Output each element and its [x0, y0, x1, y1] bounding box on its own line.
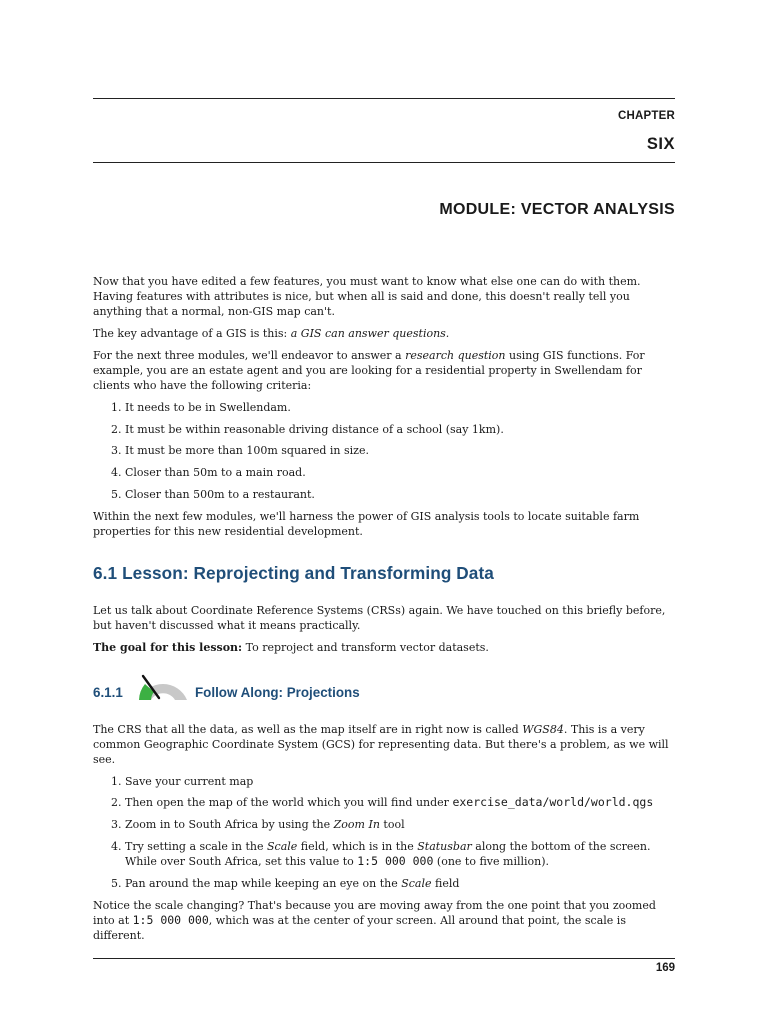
subsection-paragraph-2: Notice the scale changing? That's because you are moving away from the one point that you zoomed into at 1:5 000 000, which was at the center of your screen. All around that point, the scale is different.: [93, 898, 656, 942]
chapter-number: SIX: [646, 135, 675, 153]
subsection-heading: [93, 672, 675, 706]
intro-paragraph-3: For the next three modules, we'll endeavor to answer a research question using GIS functions. For example, you are an estate agent and you are looking for a residential property in Swellendam for clients who have the following criteria:: [93, 349, 645, 392]
subsection-paragraph-1: The CRS that all the data, as well as the map itself are in right now is called WGS84. This is a very common Geographic Coordinate System (GCS) for representing data. But there's a problem, as we will see.: [93, 722, 669, 766]
list-item: 4. Closer than 50m to a main road.: [125, 465, 675, 480]
list-item: 5. Closer than 500m to a restaurant.: [125, 487, 675, 502]
intro-paragraph-1: Now that you have edited a few features, you must want to know what else one can do with them. Having features with attributes is nice, but when all is said and done, this doesn't really tell you anything that a normal, non-GIS map can't.: [93, 275, 641, 318]
lesson-paragraph-1: Let us talk about Coordinate Reference Systems (CRSs) again. We have touched on this briefly before, but haven't discussed what it means practically.: [93, 603, 666, 632]
chapter-rule: [93, 162, 675, 163]
difficulty-gauge-icon: [135, 668, 191, 707]
footer-rule: [93, 958, 675, 959]
criteria-list: [93, 400, 675, 502]
top-rule: [93, 98, 675, 99]
chapter-label: CHAPTER: [618, 110, 675, 122]
list-item: 3. It must be more than 100m squared in size.: [125, 443, 675, 458]
list-item: 4. Try setting a scale in the Scale field, which is in the Statusbar along the bottom of the screen. While over South Africa, set this value to 1:5 000 000 (one to five million).: [125, 839, 675, 869]
list-item: 2. Then open the map of the world which you will find under exercise_data/world/world.qgs: [125, 795, 675, 810]
subsection-number: 6.1.1: [93, 684, 123, 700]
subsection-title: Follow Along: Projections: [195, 684, 360, 700]
page-number: 169: [655, 962, 675, 974]
list-item: 1. It needs to be in Swellendam.: [125, 400, 675, 415]
intro-paragraph-4: Within the next few modules, we'll harness the power of GIS analysis tools to locate suitable farm properties for this new residential development.: [93, 509, 640, 538]
list-item: 2. It must be within reasonable driving distance of a school (say 1km).: [125, 422, 675, 437]
list-item: 5. Pan around the map while keeping an eye on the Scale field: [125, 876, 675, 891]
intro-paragraph-2: The key advantage of a GIS is this: a GIS can answer questions.: [93, 327, 450, 340]
lesson-goal: The goal for this lesson: To reproject and transform vector datasets.: [93, 640, 489, 654]
lesson-heading: 6.1 Lesson: Reprojecting and Transforming Data: [93, 562, 494, 583]
chapter-title: MODULE: VECTOR ANALYSIS: [439, 201, 675, 218]
list-item: 1. Save your current map: [125, 774, 675, 789]
steps-list: [93, 774, 675, 891]
list-item: 3. Zoom in to South Africa by using the Zoom In tool: [125, 817, 675, 832]
page-body: [93, 274, 675, 950]
